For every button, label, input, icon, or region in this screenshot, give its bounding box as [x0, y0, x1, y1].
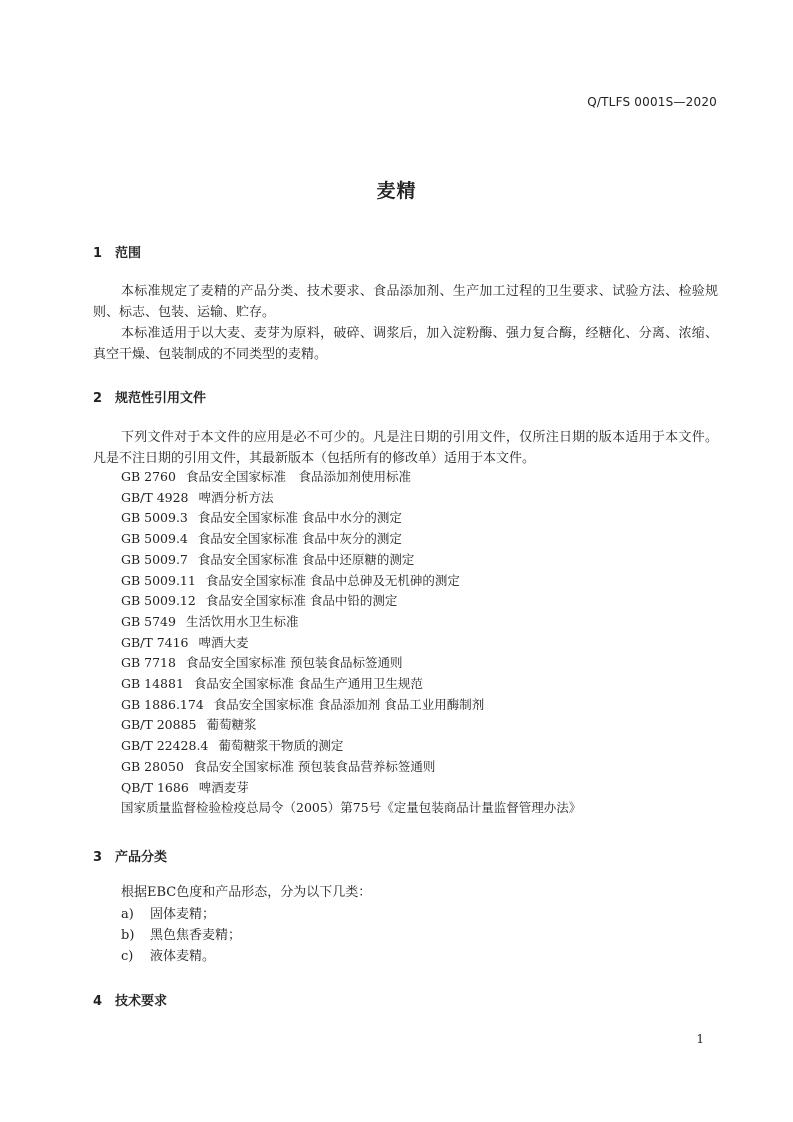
reference-item [121, 571, 721, 592]
reference-title: 食品安全国家标准 食品生产通用卫生规范 [193, 676, 423, 692]
reference-title: 食品安全国家标准 预包装食品标签通则 [185, 655, 403, 671]
section-heading-scope [93, 242, 141, 261]
section-title: 范围 [115, 246, 142, 261]
reference-decree: 国家质量监督检验检疫总局令（2005）第75号《定量包装商品计量监督管理办法》 [121, 800, 582, 816]
list-marker: c) [121, 949, 134, 964]
reference-code: GB 5749 [121, 613, 176, 629]
section-number: 3 [93, 850, 103, 865]
reference-item [121, 695, 721, 716]
reference-code: GB 28050 [121, 758, 184, 774]
reference-item [121, 633, 721, 654]
classification-text: 黑色焦香麦精； [150, 928, 242, 943]
reference-code: GB 5009.4 [121, 531, 188, 547]
references-intro: 下列文件对于本文件的应用是必不可少的。凡是注日期的引用文件，仅所注日期的版本适用于本文件。凡是不注日期的引用文件，其最新版本（包括所有的修改单）适用于本文件。 [93, 430, 718, 466]
section-heading-technical [93, 990, 167, 1009]
reference-title: 食品安全国家标准 食品添加剂使用标准 [185, 469, 411, 484]
reference-code: GB 2760 [121, 469, 176, 484]
reference-title: 葡萄糖浆 [206, 717, 257, 733]
list-marker: a) [121, 907, 134, 922]
section-title: 产品分类 [115, 850, 168, 865]
reference-title: 啤酒大麦 [198, 634, 249, 650]
scope-paragraph-1: 本标准规定了麦精的产品分类、技术要求、食品添加剂、生产加工过程的卫生要求、试验方法、检验规则、标志、包装、运输、贮存。 [93, 284, 718, 320]
section-title: 技术要求 [115, 994, 168, 1009]
reference-title: 啤酒麦芽 [198, 779, 249, 795]
reference-title: 葡萄糖浆干物质的测定 [218, 738, 344, 754]
reference-title: 食品安全国家标准 食品中总砷及无机砷的测定 [205, 572, 460, 588]
section-number: 4 [93, 994, 103, 1009]
scope-paragraph-2: 本标准适用于以大麦、麦芽为原料，破碎、调浆后，加入淀粉酶、强力复合酶，经糖化、分离、浓缩、真空干燥、包装制成的不同类型的麦精。 [93, 326, 718, 362]
reference-code: GB/T 22428.4 [121, 738, 209, 754]
classification-item [121, 925, 241, 946]
reference-title: 啤酒分析方法 [198, 489, 274, 505]
reference-code: GB 5009.7 [121, 551, 188, 567]
classification-intro: 根据EBC色度和产品形态，分为以下几类： [121, 885, 372, 900]
classification-text: 固体麦精； [150, 907, 216, 922]
reference-code: GB 5009.3 [121, 510, 188, 526]
section-title: 规范性引用文件 [115, 391, 207, 406]
reference-code: GB 5009.11 [121, 572, 196, 588]
reference-item [121, 757, 721, 778]
classification-item [121, 946, 241, 967]
section-heading-classification [93, 846, 167, 865]
reference-title: 食品安全国家标准 食品中水分的测定 [197, 510, 402, 526]
list-marker: b) [121, 928, 135, 943]
reference-code: GB 5009.12 [121, 593, 196, 609]
section-number: 1 [93, 246, 103, 261]
reference-item [121, 488, 721, 509]
classification-item [121, 904, 241, 925]
page-number: 1 [696, 1032, 704, 1046]
reference-code: GB 1886.174 [121, 696, 204, 712]
reference-title: 食品安全国家标准 食品中灰分的测定 [197, 531, 402, 547]
reference-item [121, 612, 721, 633]
reference-item [121, 674, 721, 695]
section-number: 2 [93, 391, 103, 406]
reference-item [121, 550, 721, 571]
reference-code: QB/T 1686 [121, 779, 189, 795]
reference-item [121, 778, 721, 799]
document-code: Q/TLFS 0001S—2020 [587, 95, 717, 109]
document-title: 麦精 [376, 180, 417, 202]
reference-title: 食品安全国家标准 食品中铅的测定 [205, 593, 398, 609]
reference-item [121, 529, 721, 550]
reference-title: 生活饮用水卫生标准 [185, 613, 299, 629]
reference-list [121, 467, 721, 819]
reference-item [121, 653, 721, 674]
reference-item [121, 715, 721, 736]
reference-code: GB/T 20885 [121, 717, 197, 733]
reference-item [121, 508, 721, 529]
reference-title: 食品安全国家标准 食品中还原糖的测定 [197, 551, 415, 567]
reference-code: GB 14881 [121, 676, 184, 692]
reference-item [121, 467, 721, 488]
reference-title: 食品安全国家标准 食品添加剂 食品工业用酶制剂 [213, 696, 485, 712]
section-heading-references [93, 387, 206, 406]
reference-code: GB/T 4928 [121, 489, 189, 505]
reference-code: GB 7718 [121, 655, 176, 671]
classification-list [121, 904, 241, 967]
reference-item [121, 591, 721, 612]
reference-title: 食品安全国家标准 预包装食品营养标签通则 [193, 758, 436, 774]
classification-text: 液体麦精。 [150, 949, 216, 964]
reference-item [121, 736, 721, 757]
reference-code: GB/T 7416 [121, 634, 189, 650]
